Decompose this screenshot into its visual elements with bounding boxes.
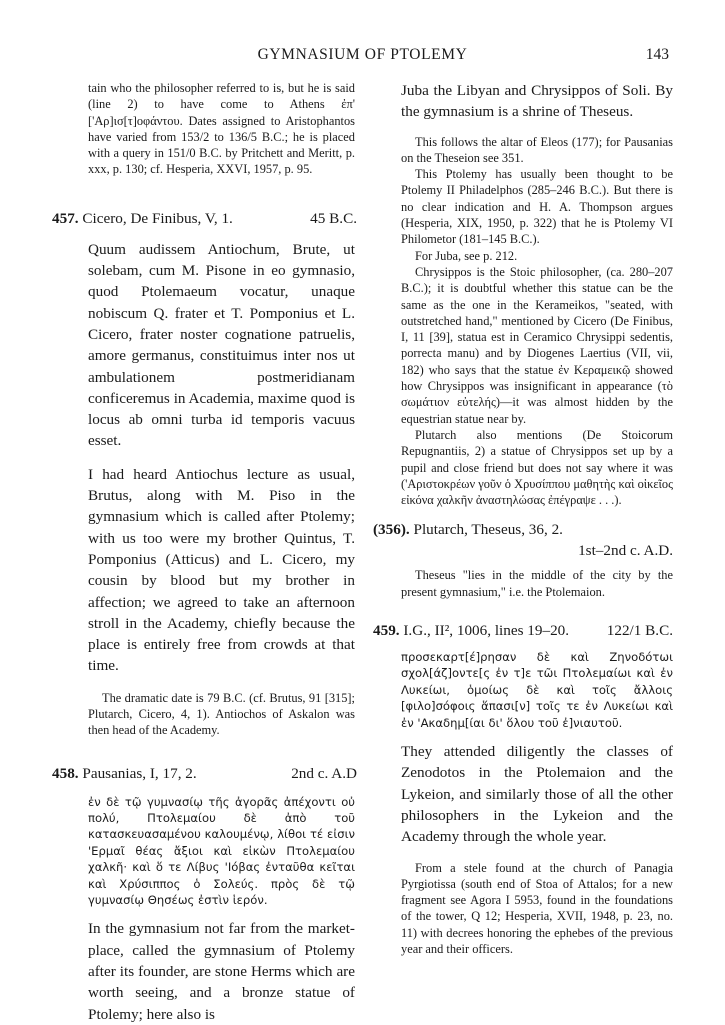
- commentary-note: This follows the altar of Eleos (177); for Pausanias on the Theseion see 351.: [401, 134, 673, 165]
- entry-source: I.G., II², 1006, lines 19–20.: [403, 622, 570, 640]
- entry-source: Cicero, De Finibus, V, 1.: [82, 209, 233, 227]
- commentary-note: From a stele found at the church of Panagia Pyrgiotissa (south end of Stoa of Attalos; for a new fragment see Agora I 5953, found in the foundations of the tower, Q 12; Hesperia, XVII, 1948, p. 23, no. 11) with decrees honoring the ephebes of the previous year and their officers.: [401, 860, 673, 957]
- continued-note: tain who the philosopher referred to is, but he is said (line 2) to have come to Athens ἐπ' ['Αρ]ισ[τ]οφάντου. Dates assigned to Aristophantos have varied from 153/2 to 136/5 B.C.; he is placed with a query in 151/0 B.C. by Pritchett and Meritt, p. xxx, p. 130; cf. Hesperia, XXVI, 1957, p. 95.: [88, 81, 355, 177]
- commentary-note: The dramatic date is 79 B.C. (cf. Brutus, 91 [315]; Plutarch, Cicero, 4, 1). Antiochos of Askalon was then head of the Academy.: [88, 690, 355, 738]
- entry-number: 457.: [52, 209, 79, 227]
- entry-458-heading: [52, 763, 357, 784]
- commentary-note: Theseus "lies in the middle of the city by the present gymnasium," i.e. the Ptolemaion.: [401, 568, 673, 599]
- right-column: [373, 80, 673, 957]
- entry-source: Plutarch, Theseus, 36, 2.: [413, 521, 563, 539]
- commentary-note: For Juba, see p. 212.: [415, 248, 518, 263]
- page-number: 143: [645, 46, 669, 63]
- entry-number: (356).: [373, 521, 410, 539]
- english-translation: I had heard Antiochus lecture as usual, Brutus, along with M. Piso in the gymnasium which is called after Ptolemy; with us too were my brother Quintus, T. Pomponius (Atticus) and L. Cicero, my cousin by blood but my brother in affection; we agreed to take an afternoon stroll in the Academy, chiefly because the place is entirely free from crowds at that time.: [88, 465, 355, 675]
- entry-number: 458.: [52, 764, 79, 782]
- entry-source: Pausanias, I, 17, 2.: [82, 764, 197, 782]
- commentary-note: Chrysippos is the Stoic philosopher, (ca. 280–207 B.C.); it is doubtful whether this statue can be the same as the one in the Kerameikos, "seated, with outstretched hand," mentioned by Cicero (De Finibus, I, 11 [39], statua est in Ceramico Chrysippi sedentis, porrecta manu) and by Diogenes Laertius (VII, vii, 182) who says that the statue ἐν Κεραμεικῷ showed how Chrysippos was insignificant in appearance (τὸ σωμάτιον εὐτελής)—it was almost hidden by the equestrian statue near by.: [401, 264, 673, 426]
- entry-date: 1st–2nd c. A.D.: [578, 542, 673, 560]
- commentary-note: Plutarch also mentions (De Stoicorum Repugnantiis, 2) a statue of Chrysippos set up by a pupil and close friend but does not say where it was ('Αριστοκρέων γοῦν ὁ Χρυσίππου μαθητὴς καὶ οἰκεῖος εἰκόνα χαλκῆν ἀναστηλώσας ἐπέγραψε . . .).: [401, 427, 673, 508]
- entry-459-heading: [373, 620, 673, 641]
- left-column: [52, 80, 357, 1025]
- entry-457-heading: [52, 208, 357, 229]
- english-translation: They attended diligently the classes of Zenodotos in the Ptolemaion and the Lykeion, and similarly those of all the other philosophers in the Lykeion and the Academy through the whole year.: [401, 743, 673, 846]
- running-head: GYMNASIUM OF PTOLEMY: [257, 46, 468, 63]
- entry-date: 45 B.C.: [310, 209, 357, 227]
- entry-date: 2nd c. A.D: [291, 764, 357, 782]
- entry-date: 122/1 B.C.: [606, 622, 673, 640]
- greek-passage: ἐν δὲ τῷ γυμνασίῳ τῆς ἀγορᾶς ἀπέχοντι οὐ πολύ, Πτολεμαίου δὲ ἀπὸ τοῦ κατασκευασαμένου καλουμένῳ, λίθοι τέ εἰσιν 'Ερμαῖ θέας ἄξιοι καὶ εἰκὼν Πτολεμαίου χαλκῆ· καὶ ὅ τε Λίβυς 'Ιόβας ἐνταῦθα κεῖται καὶ Χρύσιππος ὁ Σολεύς. πρὸς δὲ τῷ γυμνασίῳ Θησέως ἐστὶν ἱερόν.: [88, 794, 355, 908]
- entry-356-heading: [373, 519, 673, 540]
- greek-inscription: προσεκαρτ[έ]ρησαν δὲ καὶ Ζηνοδότωι σχολ[άζ]οντε[ς ἐν τ]ε τῶι Πτολεμαίωι καὶ ἐν Λυκείωι, ὁμοίως δὲ καὶ τοῖς ἄλλοις [φιλο]σόφοις ἅπασι[ν] τοῖς τε ἐν Λυκείωι καὶ ἐν 'Ακαδημ[ίαι δι' ὅλου τοῦ ἐ]νιαυτοῦ.: [401, 650, 673, 730]
- entry-number: 459.: [373, 622, 400, 640]
- english-translation-continued: Juba the Libyan and Chrysippos of Soli. By the gymnasium is a shrine of Theseus.: [401, 82, 673, 121]
- commentary-note: This Ptolemy has usually been thought to be Ptolemy II Philadelphos (285–246 B.C.). But there is no clear indication and H. A. Thompson argues (Hesperia, XIX, 1950, p. 322) that he is Ptolemy VI Philometor (181–145 B.C.).: [401, 167, 673, 247]
- english-translation: In the gymnasium not far from the market-place, called the gymnasium of Ptolemy after its founder, are stone Herms which are worth seeing, and a bronze statue of Ptolemy; here also is: [88, 920, 355, 1023]
- page-header: [0, 46, 725, 68]
- latin-passage: Quum audissem Antiochum, Brute, ut solebam, cum M. Pisone in eo gymnasio, quod Ptolemaeum vocatur, unaque nobiscum Q. frater et T. Pomponius et L. Cicero, frater noster cognatione patruelis, amore germanus, constituimus inter nos ut ambulationem postmeridianam conficeremus in Academia, maxime quod is locus ab omni turba id temporis vacuus esset.: [88, 240, 355, 450]
